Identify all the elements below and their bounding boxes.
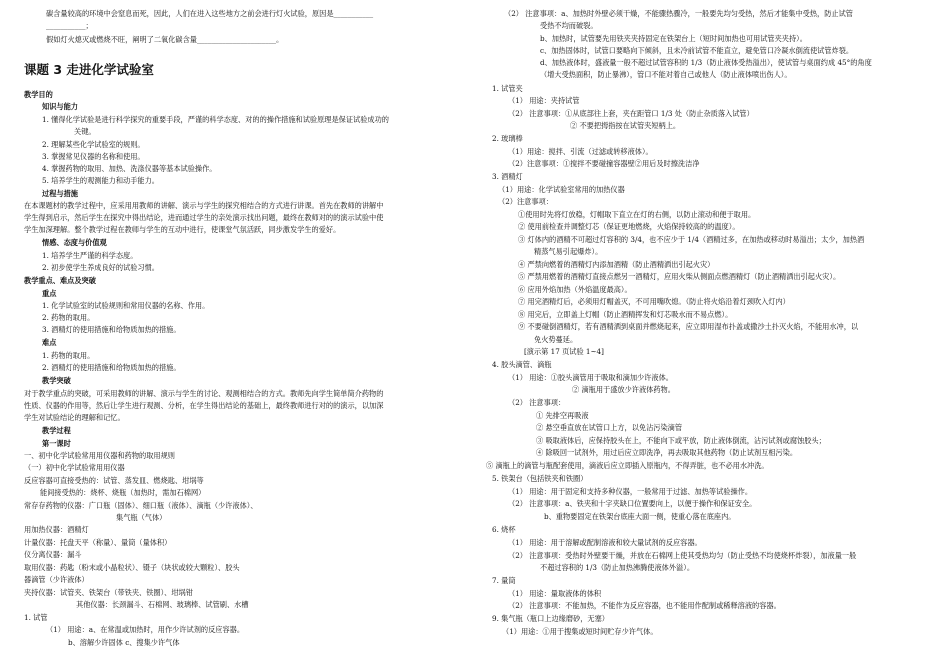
right-text-line: 6. 烧杯 bbox=[492, 525, 516, 534]
section-heading: 过程与措施 bbox=[42, 189, 78, 198]
section-heading: 第一课时 bbox=[42, 439, 71, 448]
right-text-line: ④ 严禁向燃着的酒精灯内添加酒精（防止酒精洒出引起火灾） bbox=[518, 260, 715, 269]
right-text-line: （2） 注意事项： bbox=[508, 398, 566, 407]
right-text-line: ①使用时先将灯放稳，灯帽取下直立在灯的右侧，以防止滚动和便于取用。 bbox=[518, 210, 756, 219]
right-text-line: 不超过容积的 1/3（防止加热沸腾使液体外溢）。 bbox=[540, 563, 695, 572]
right-text-line: ② 使用前检查并调整灯芯（保证更地燃烧，火焰保持较高的的温度）。 bbox=[518, 222, 740, 231]
left-text-line: 计量仪器：托盘天平（称量）、量筒（量体积） bbox=[24, 538, 172, 547]
left-text-line: （一）初中化学试验常用用仪器 bbox=[24, 463, 125, 472]
right-text-line: b、加热时，试管要先用铁夹夹持固定在铁架台上（短时间加热也可用试管夹夹持）。 bbox=[540, 34, 807, 43]
section-heading: 教学重点、难点及突破 bbox=[24, 276, 96, 285]
right-text-line: （增大受热面积，防止暴沸），管口不能对着自己或他人（防止液体喷出伤人）。 bbox=[540, 70, 792, 79]
right-text-line: ⑧ 用完后，立即盖上灯帽（防止酒精挥发和灯芯吸水而不易点燃）。 bbox=[518, 310, 733, 319]
right-text-line: （1）用途：①用于搜集或短时间贮存少许气体。 bbox=[502, 627, 658, 636]
right-text-line: 9. 集气瓶（瓶口上边缘磨砂，无塞） bbox=[492, 614, 609, 623]
left-text-line: 性质、仪器的作用等，然后让学生进行观测、分析，在学生得出结论的基础上，最终教师进行对的的演示，以加深 bbox=[24, 401, 384, 410]
left-text-line: 其他仪器：长颈漏斗、石棉网、玻璃棒、试管刷、水槽 bbox=[76, 600, 249, 609]
left-text-line: 2. 理解某些化学试验室的规则。 bbox=[42, 140, 145, 149]
section-heading: 知识与能力 bbox=[42, 102, 78, 111]
right-text-line: ④ 除吸回一试剂外，用过后应立即洗净，再去吸取其他药物（防止试剂互相污染。 bbox=[536, 448, 798, 457]
right-text-line: ③ 吸取液体后，应保持胶头在上，不能向下或平放，防止液体倒流，沾污试剂或腐蚀胶头； bbox=[536, 436, 826, 445]
right-text-line: 3. 酒精灯 bbox=[492, 172, 523, 181]
left-text-line: （1） 用途：a、在常温或加热时，用作少许试剂的反应容器。 bbox=[46, 625, 245, 634]
right-text-line: ⑦ 用完酒精灯后，必须用灯帽盖灭，不可用嘴吹熄。（防止将火焰沿着灯颈吹入灯内） bbox=[518, 297, 790, 306]
left-text-line: 学生得到启示，然后学生在探究中得出结论，进而通过学生的亲处演示找出问题，最终在教师对的的演示试验中使 bbox=[24, 213, 384, 222]
right-text-line: （1） 用途：用于固定和支持多种仪器，一般常用于过滤、加热等试验操作。 bbox=[508, 487, 753, 496]
left-text-line: 3. 酒精灯的使用措施和给物质加热的措施。 bbox=[42, 325, 181, 334]
right-text-line: ② 悬空垂直放在试管口上方，以免沾污染滴管 bbox=[536, 423, 683, 432]
left-text-line: 反应容器可直接受热的：试管、蒸发皿、燃烧匙、坩埚等 bbox=[24, 476, 204, 485]
left-text-line: 1. 药物的取用。 bbox=[42, 351, 95, 360]
left-text-line: 3. 掌握常见仪器的名称和使用。 bbox=[42, 152, 145, 161]
right-text-line: （2）注意事项：①搅拌不要碰撞容器壁②用后及时擦洗洁净 bbox=[508, 159, 700, 168]
left-text-line: 集气瓶（气体） bbox=[116, 513, 167, 522]
left-text-line: 用加热仪器：酒精灯 bbox=[24, 525, 89, 534]
left-text-line: 假如灯火熄灭或燃烧不旺，阐明了二氧化碳含量______________________。 bbox=[46, 35, 284, 44]
right-text-line: （1） 用途：夹持试管 bbox=[508, 96, 580, 105]
left-text-line: 2. 初步使学生养成良好的试验习惯。 bbox=[42, 263, 159, 272]
left-text-line: 关键。 bbox=[74, 127, 96, 136]
left-text-line: 5. 培养学生的观测能力和动手能力。 bbox=[42, 176, 159, 185]
right-text-line: 2. 玻璃棒 bbox=[492, 134, 523, 143]
left-text-line: 2. 酒精灯的使用措施和给物质加热的措施。 bbox=[42, 363, 181, 372]
right-text-line: 5. 铁架台（包括铁夹和铁圈） bbox=[492, 474, 588, 483]
right-text-line: （2） 注意事项：①从底部往上套，夹在距管口 1/3 处（防止杂质落入试管） bbox=[508, 109, 754, 118]
section-heading: 教学突破 bbox=[42, 376, 71, 385]
right-text-line: ⑤ 严禁用燃着的酒精灯直接点燃另一酒精灯，应用火柴从侧面点燃酒精灯（防止酒精洒出引起火灾）。 bbox=[518, 272, 841, 281]
left-text-line: 1. 试管 bbox=[24, 613, 48, 622]
right-text-line: （2） 注意事项：受热时外壁要干燥，并放在石棉网上使其受热均匀（防止受热不均使烧杯炸裂），加液量一般 bbox=[508, 551, 857, 560]
right-text-line: （2） 注意事项：a、加热时外壁必须干燥，不能骤热骤冷，一般要先均匀受热，然后才能集中受热，防止试管 bbox=[504, 9, 853, 18]
section-heading: 教学过程 bbox=[42, 426, 71, 435]
right-text-line: （2） 注意事项：a、铁夹和十字夹缺口位置要向上，以便于操作和保证安全。 bbox=[508, 499, 757, 508]
left-text-line: 常存存药物的仪器：广口瓶（固体）、细口瓶（液体）、滴瓶（少许液体）、 bbox=[24, 501, 258, 510]
left-text-line: 4. 掌握药物的取用、加热、洗涤仪器等基本试验操作。 bbox=[42, 164, 217, 173]
right-text-line: ⑥ 应用外焰加热（外焰温度最高）。 bbox=[518, 285, 632, 294]
left-text-line: 仪分离仪器：漏斗 bbox=[24, 550, 82, 559]
right-text-line: 精蒸气易引起爆炸）。 bbox=[534, 247, 603, 256]
right-text-line: （1） 用途：①胶头滴管用于吸取和滴加少许液体。 bbox=[508, 373, 673, 382]
left-text-line: ___________； bbox=[46, 21, 93, 30]
section-heading: 教学目的 bbox=[24, 90, 53, 99]
left-text-line: 在本课题材的教学过程中，应采用用教师的讲解、演示与学生的探究相结合的方式进行讲课。首先在教师的讲解中 bbox=[24, 201, 384, 210]
left-text-line: 器滴管（少许液体） bbox=[24, 575, 89, 584]
left-text-line: 取用仪器：药匙（粉末或小晶粒状）、镊子（块状或较大颗粒）、胶头 bbox=[24, 563, 240, 572]
right-text-line: d、加热液体时，盛液量一般不超过试管容积的 1/3（防止液体受热溢出），使试管与桌面约成 45°的角度 bbox=[540, 58, 872, 67]
left-text-line: 夹持仪器：试管夹、铁架台（带铁夹、铁圈）、坩埚钳 bbox=[24, 588, 193, 597]
left-text-line: 学生对试验结论的理解和记忆。 bbox=[24, 413, 125, 422]
section-heading: 情感、态度与价值观 bbox=[42, 238, 107, 247]
left-text-line: 1. 懂得化学试验是进行科学探究的重要手段，严谨的科学态度、对的的操作措施和试验原理是保证试验成功的 bbox=[42, 115, 389, 124]
right-text-line: c、加热固体时，试管口要略向下倾斜，且未冷前试管不能直立，避免管口冷凝水倒流使试管炸裂。 bbox=[540, 46, 854, 55]
right-text-line: （1）用途：化学试验室常用的加热仪器 bbox=[498, 185, 625, 194]
section-heading: 难点 bbox=[42, 338, 57, 347]
right-text-line: ① 先排空再吸液 bbox=[536, 411, 589, 420]
section-heading: 重点 bbox=[42, 289, 57, 298]
left-text-line: b、溶解少许固体 c、搜集少许气体 bbox=[68, 638, 180, 647]
left-text-line: 2. 药物的取用。 bbox=[42, 313, 95, 322]
left-text-line: 能间接受热的：烧杯、烧瓶（加热时，需加石棉网） bbox=[40, 488, 206, 497]
right-text-line: 受热不均而破裂。 bbox=[540, 21, 598, 30]
left-text-line: 1. 培养学生严谨的科学态度。 bbox=[42, 251, 138, 260]
right-text-line: （2） 注意事项：不能加热，不能作为反应容器，也不能用作配制或稀释溶液的容器。 bbox=[508, 601, 781, 610]
right-text-line: [演示第 17 页试验 1~4] bbox=[524, 347, 604, 356]
right-text-line: 1. 试管夹 bbox=[492, 84, 523, 93]
right-text-line: 免火势蔓延。 bbox=[534, 335, 578, 344]
left-text-line: 对于教学重点的突破，可采用教师的讲解、演示与学生的讨论、观测相结合的方式。教师先向学生简单简介药物的 bbox=[24, 389, 384, 398]
right-text-line: （2）注意事项： bbox=[498, 197, 553, 206]
right-text-line: 7. 量筒 bbox=[492, 576, 516, 585]
left-text-line: 1. 化学试验室的试验规则和常用仪器的名称、作用。 bbox=[42, 301, 210, 310]
right-text-line: ③ 灯体内的酒精不可超过灯容积的 3/4，也不应少于 1/4（酒精过多，在加热或移动时易溢出；太少，加热酒 bbox=[518, 235, 865, 244]
right-text-line: b、重物要固定在铁架台底座大面一侧，使重心落在底座内。 bbox=[544, 512, 736, 521]
right-text-line: （1） 用途：量取液体的体积 bbox=[508, 589, 602, 598]
right-text-line: ⑨ 不要碰倒酒精灯，若有酒精洒到桌面并燃烧起来，应立即用湿布扑盖或撒沙土扑灭火焰，不能用水冲，以 bbox=[518, 322, 859, 331]
right-text-line: ⑤ 滴瓶上的滴管与瓶配套使用，滴液后应立即插入原瓶内，不得弄脏，也不必用水冲洗。 bbox=[486, 461, 769, 470]
left-text-line: 学生加深理解。整个教学过程在教师与学生的互动中进行，使课堂气氛活跃，同步激发学生的爱好。 bbox=[24, 225, 341, 234]
left-text-line: 一、初中化学试验常用用仪器和药物的取用规则 bbox=[24, 451, 175, 460]
lesson-title: 课题 3 走进化学试验室 bbox=[24, 62, 154, 77]
right-text-line: （1） 用途：用于溶解或配制溶液和较大量试剂的反应容器。 bbox=[508, 538, 702, 547]
right-text-line: ② 滴瓶用于盛放少许液体药物。 bbox=[572, 385, 675, 394]
left-text-line: 碳含量较高的环境中会窒息而死，因此，人们在进入这些地方之前会进行灯火试验，原因是___________ bbox=[46, 9, 374, 18]
right-text-line: （1）用途：搅拌、引流（过滤或转移液体）。 bbox=[508, 147, 653, 156]
right-text-line: 4. 胶头滴管、滴瓶 bbox=[492, 360, 552, 369]
right-text-line: ② 不要把拇指按在试管夹短柄上。 bbox=[570, 121, 681, 130]
